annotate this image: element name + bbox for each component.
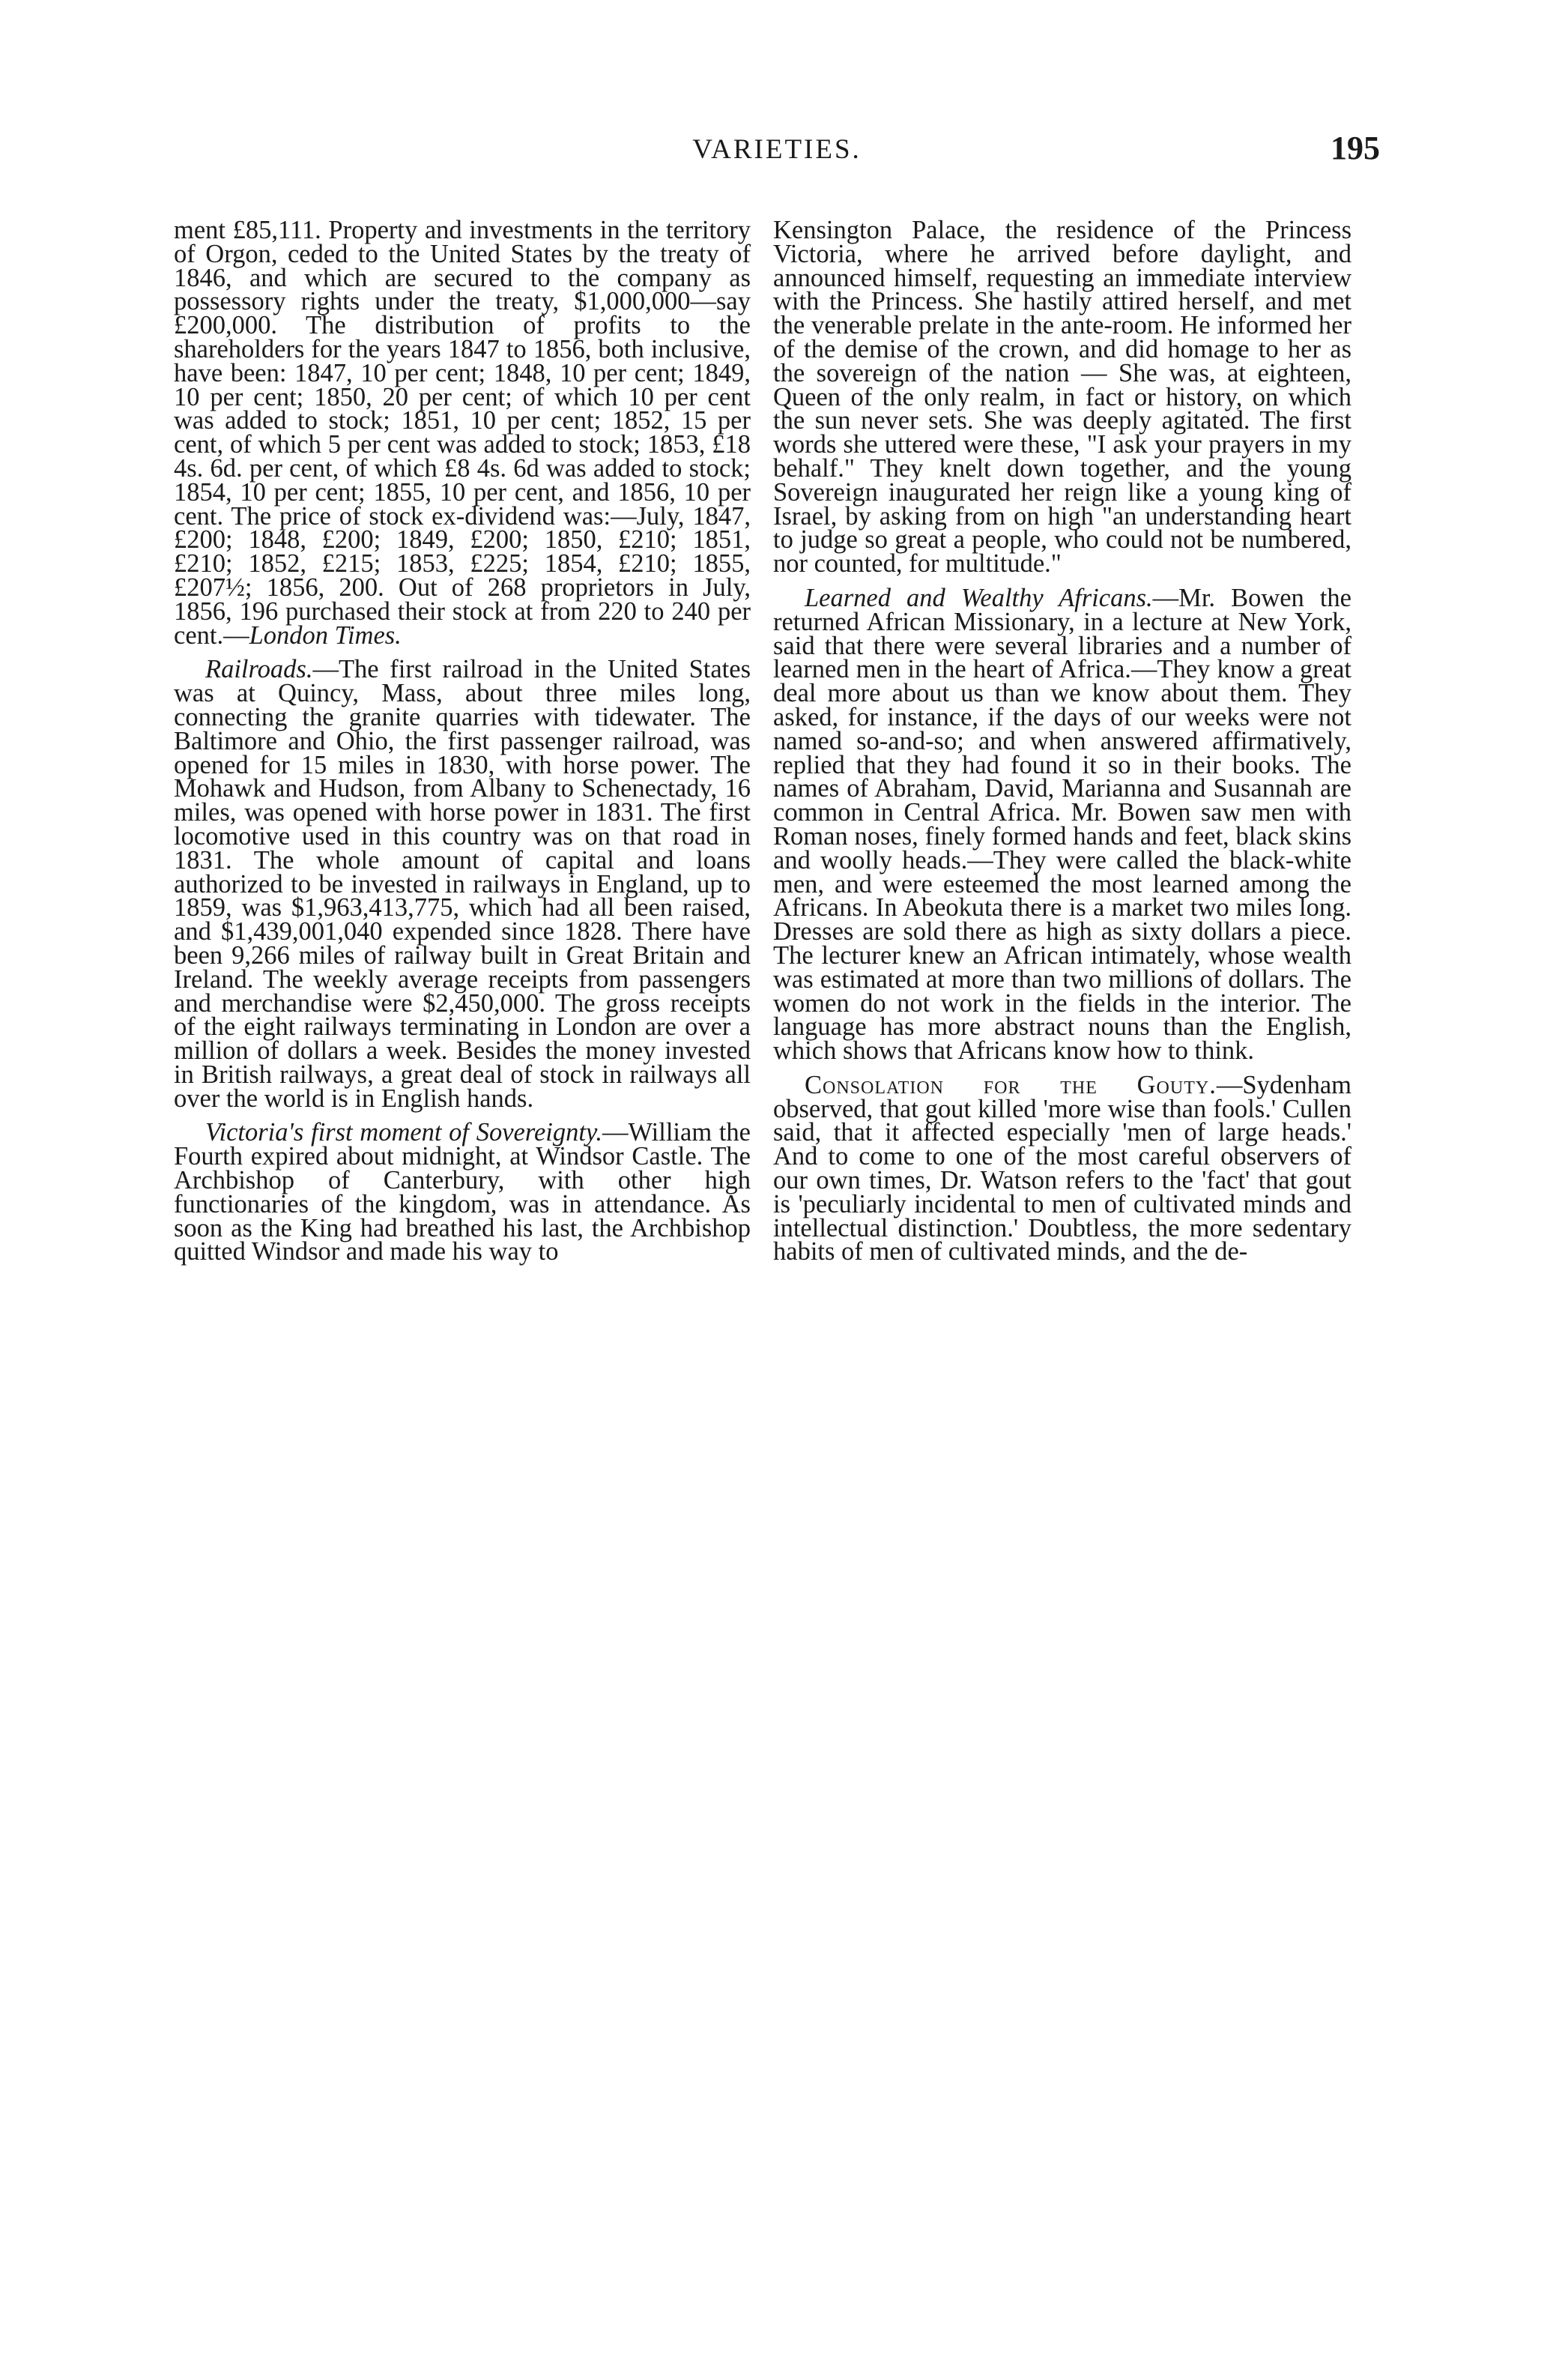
left-column — [174, 219, 751, 2257]
gouty-text: —Sydenham observed, that gout killed 'more wise than fools.' Cullen said, that it affected especially 'men of large heads.' And to come to one of the most careful observers of our own times, Dr. Watson refers to the 'fact' that gout is 'peculiarly incidental to men of cultivated minds and intellectual distinction.' Doubtless, the more sedentary habits of men of cultivated minds, and the de- — [773, 1070, 1351, 1266]
victoria-continued-paragraph — [773, 219, 1351, 579]
gouty-heading: Consolation for the Gouty. — [805, 1070, 1217, 1099]
railroads-article — [174, 655, 751, 1113]
hudson-bay-continued-paragraph — [174, 219, 751, 650]
africans-heading: Learned and Wealthy Africans. — [805, 583, 1153, 612]
source-citation: London Times. — [249, 620, 402, 650]
victoria-continued-text: Kensington Palace, the residence of the Princess Victoria, where he arrived before daylight, and announced himself, requesting an immediate interview with the Princess. She hastily attired herself, and met the venerable prelate in the ante-room. He informed her of the demise of the crown, and did homage to her as the sovereign of the nation — She was, at eighteen, Queen of the only realm, in fact or history, on which the sun never sets. She was deeply agitated. The first words she uttered were these, "I ask your prayers in my behalf." They knelt down together, and the young Sovereign inaugurated her reign like a young king of Israel, by asking from on high "an understanding heart to judge so great a people, who could not be numbered, nor counted, for multitude." — [773, 219, 1351, 579]
africans-text: —Mr. Bowen the returned African Missionary, in a lecture at New York, said that there were several libraries and a number of learned men in the heart of Africa.—They know a great deal more about us than we know about them. They asked, for instance, if the days of our weeks were not named so-and-so; and when answered affirmatively, replied that they had found it so in their books. The names of Abraham, David, Marianna and Susannah are common in Central Africa. Mr. Bowen saw men with Roman noses, finely formed hands and feet, black skins and woolly heads.—They were called the black-white men, and were esteemed the most learned among the Africans. In Abeokuta there is a market two miles long. Dresses are sold there as high as sixty dollars a piece. The lecturer knew an African intimately, whose wealth was estimated at more than two millions of dollars. The women do not work in the fields in the interior. The language has more abstract nouns than the English, which shows that Africans know how to think. — [773, 583, 1351, 1066]
hudson-bay-continued-text: ment £85,111. Property and investments in the territory of Orgon, ceded to the United States by the treaty of 1846, and which are secured to the company as possessory rights under the treaty, $1,000,000—say £200,000. The distribution of profits to the shareholders for the years 1847 to 1856, both inclusive, have been: 1847, 10 per cent; 1848, 10 per cent; 1849, 10 per cent; 1850, 20 per cent; of which 10 per cent was added to stock; 1851, 10 per cent; 1852, 15 per cent, of which 5 per cent was added to stock; 1853, £18 4s. 6d. per cent, of which £8 4s. 6d was added to stock; 1854, 10 per cent; 1855, 10 per cent, and 1856, 10 per cent. The price of stock ex-dividend was:—July, 1847, £200; 1848, £200; 1849, £200; 1850, £210; 1851, £210; 1852, £215; 1853, £225; 1854, £210; 1855, £207½; 1856, 200. Out of 268 proprietors in July, 1856, 196 purchased their stock at from 220 to 240 per cent.— — [174, 219, 751, 650]
running-head — [174, 129, 1380, 174]
victoria-text: —William the Fourth expired about midnight, at Windsor Castle. The Archbishop of Canterbury, with other high functionaries of the kingdom, was in attendance. As soon as the King had breathed his last, the Archbishop quitted Windsor and made his way to — [174, 1118, 751, 1266]
africans-article — [773, 583, 1351, 1066]
running-title: VARIETIES. — [692, 134, 862, 165]
victoria-heading: Victoria's first moment of Sovereignty. — [205, 1118, 602, 1147]
victoria-article — [174, 1118, 751, 1266]
page-number: 195 — [1331, 130, 1380, 166]
right-column — [773, 219, 1351, 2257]
railroads-text: —The first railroad in the United States was at Quincy, Mass, about three miles long, connecting the granite quarries with tidewater. The Baltimore and Ohio, the first passenger railroad, was opened for 15 miles in 1830, with horse power. The Mohawk and Hudson, from Albany to Schenectady, 16 miles, was opened with horse power in 1831. The first locomotive used in this country was on that road in 1831. The whole amount of capital and loans authorized to be invested in railways in England, up to 1859, was $1,963,413,775, which had all been raised, and $1,439,001,040 expended since 1828. There have been 9,266 miles of railway built in Great Britain and Ireland. The weekly average receipts from passengers and merchandise were $2,450,000. The gross receipts of the eight railways terminating in London are over a million of dollars a week. Besides the money invested in British railways, a great deal of stock in railways all over the world is in English hands. — [174, 655, 751, 1113]
gouty-article — [773, 1070, 1351, 1266]
railroads-heading: Railroads. — [205, 655, 313, 684]
